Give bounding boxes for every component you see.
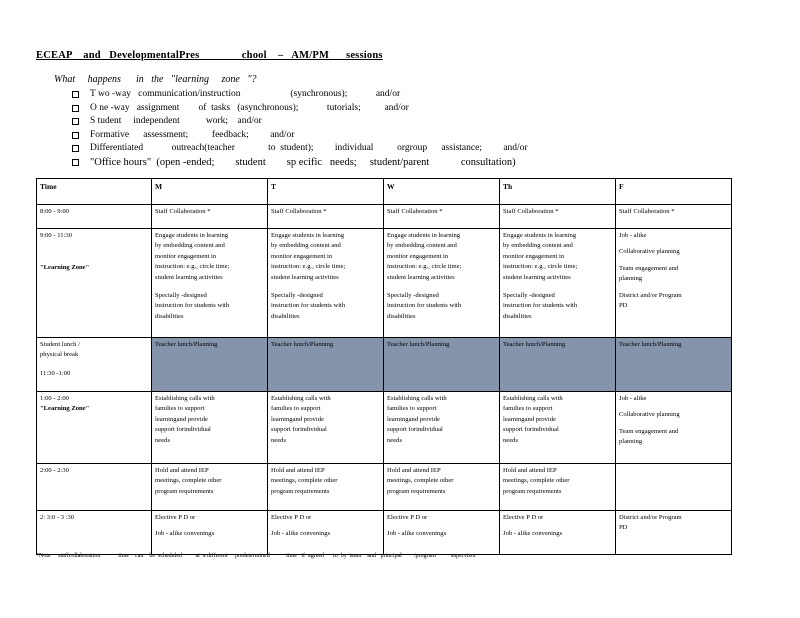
column-header-tuesday: T	[268, 179, 384, 205]
table-cell: Engage students in learning by embedding content and monitor engagement in instruction: e.g., circle time; student learning activities Specially -designed instruction for students with disabilities	[152, 229, 268, 338]
column-header-wednesday: W	[384, 179, 500, 205]
time-cell: 2:00 - 2:30	[37, 464, 152, 511]
table-cell	[616, 464, 732, 511]
table-cell: Staff Collaboration *	[384, 205, 500, 229]
table-row	[37, 229, 732, 338]
checkbox-bullet-icon	[72, 91, 79, 98]
table-cell: Staff Collaboration *	[268, 205, 384, 229]
table-cell: Elective P D or Job - alike convenings	[384, 511, 500, 555]
table-cell: Hold and attend IEP meetings, complete other program requirements	[152, 464, 268, 511]
table-cell: Teacher lunch/Planning	[384, 338, 500, 392]
table-row	[37, 205, 732, 229]
table-cell: Establishing calls with families to support learningand provide support forindividual needs	[268, 392, 384, 464]
list-item: T wo -way communication/instruction (synchronous); and/or	[72, 88, 528, 102]
list-item: "Office hours" (open -ended; student sp ecific needs; student/parent consultation)	[72, 156, 528, 170]
table-cell: Establishing calls with families to support learningand provide support forindividual needs	[152, 392, 268, 464]
checkbox-bullet-icon	[72, 145, 79, 152]
table-cell: Hold and attend IEP meetings, complete other program requirements	[268, 464, 384, 511]
column-header-monday: M	[152, 179, 268, 205]
table-row	[37, 464, 732, 511]
time-cell: Student lunch / physical break 11:30 -1:00	[37, 338, 152, 392]
table-cell: Teacher lunch/Planning	[616, 338, 732, 392]
table-cell: Engage students in learning by embedding content and monitor engagement in instruction: e.g., circle time; student learning activities Specially -designed instruction for students with disabilities	[500, 229, 616, 338]
column-header-thursday: Th	[500, 179, 616, 205]
time-cell: 9:00 - 11:30 "Learning Zone"	[37, 229, 152, 338]
table-cell: Teacher lunch/Planning	[152, 338, 268, 392]
table-cell: Elective P D or Job - alike convenings	[268, 511, 384, 555]
table-row	[37, 511, 732, 555]
table-cell: Teacher lunch/Planning	[268, 338, 384, 392]
list-item: O ne -way assignment of tasks (asynchronous); tutorials; and/or	[72, 102, 528, 116]
document-title: ECEAP and DevelopmentalPres chool – AM/PM sessions	[36, 50, 383, 61]
list-item: Formative assessment; feedback; and/or	[72, 129, 528, 143]
table-cell: Teacher lunch/Planning	[500, 338, 616, 392]
checkbox-bullet-icon	[72, 132, 79, 139]
time-cell: 8:00 - 9:00	[37, 205, 152, 229]
table-cell: Hold and attend IEP meetings, complete other program requirements	[500, 464, 616, 511]
list-item: S tudent independent work; and/or	[72, 115, 528, 129]
learning-zone-label: "Learning Zone"	[40, 405, 90, 413]
schedule-table	[36, 178, 732, 555]
table-cell: Engage students in learning by embedding content and monitor engagement in instruction: e.g., circle time; student learning activities Specially -designed instruction for students with disabilities	[384, 229, 500, 338]
table-cell: Staff Collaboration *	[616, 205, 732, 229]
table-cell: Staff Collaboration *	[500, 205, 616, 229]
checkbox-bullet-icon	[72, 159, 79, 166]
column-header-time: Time	[37, 179, 152, 205]
table-cell: Establishing calls with families to support learningand provide support forindividual needs	[384, 392, 500, 464]
table-cell: District and/or Program PD	[616, 511, 732, 555]
table-cell: Engage students in learning by embedding content and monitor engagement in instruction: e.g., circle time; student learning activities Specially -designed instruction for students with disabilities	[268, 229, 384, 338]
table-cell: Job - alike Collaborative planning Team engagement and planning District and/or Program PD	[616, 229, 732, 338]
checkbox-bullet-icon	[72, 105, 79, 112]
footnote: *Note staffcollaboration time can be scheduled at a different predetermined time if agreed to by team and principal /program supervisor	[36, 553, 476, 559]
time-cell: 2: 3:0 - 3 :30	[37, 511, 152, 555]
learning-zone-question: What happens in the "learning zone "?	[54, 74, 257, 85]
checkbox-bullet-icon	[72, 118, 79, 125]
learning-zone-list	[72, 88, 528, 169]
table-cell: Elective P D or Job - alike convenings	[152, 511, 268, 555]
time-cell: 1:00 - 2:00 "Learning Zone"	[37, 392, 152, 464]
table-row	[37, 338, 732, 392]
learning-zone-label: "Learning Zone"	[40, 264, 90, 272]
table-cell: Hold and attend IEP meetings, complete other program requirements	[384, 464, 500, 511]
table-cell: Elective P D or Job - alike convenings	[500, 511, 616, 555]
column-header-friday: F	[616, 179, 732, 205]
table-cell: Establishing calls with families to support learningand provide support forindividual needs	[500, 392, 616, 464]
table-cell: Staff Collaboration *	[152, 205, 268, 229]
list-item: Differentiated outreach(teacher to student); individual orgroup assistance; and/or	[72, 142, 528, 156]
table-header-row	[37, 179, 732, 205]
table-cell: Job - alike Collaborative planning Team engagement and planning	[616, 392, 732, 464]
table-row	[37, 392, 732, 464]
